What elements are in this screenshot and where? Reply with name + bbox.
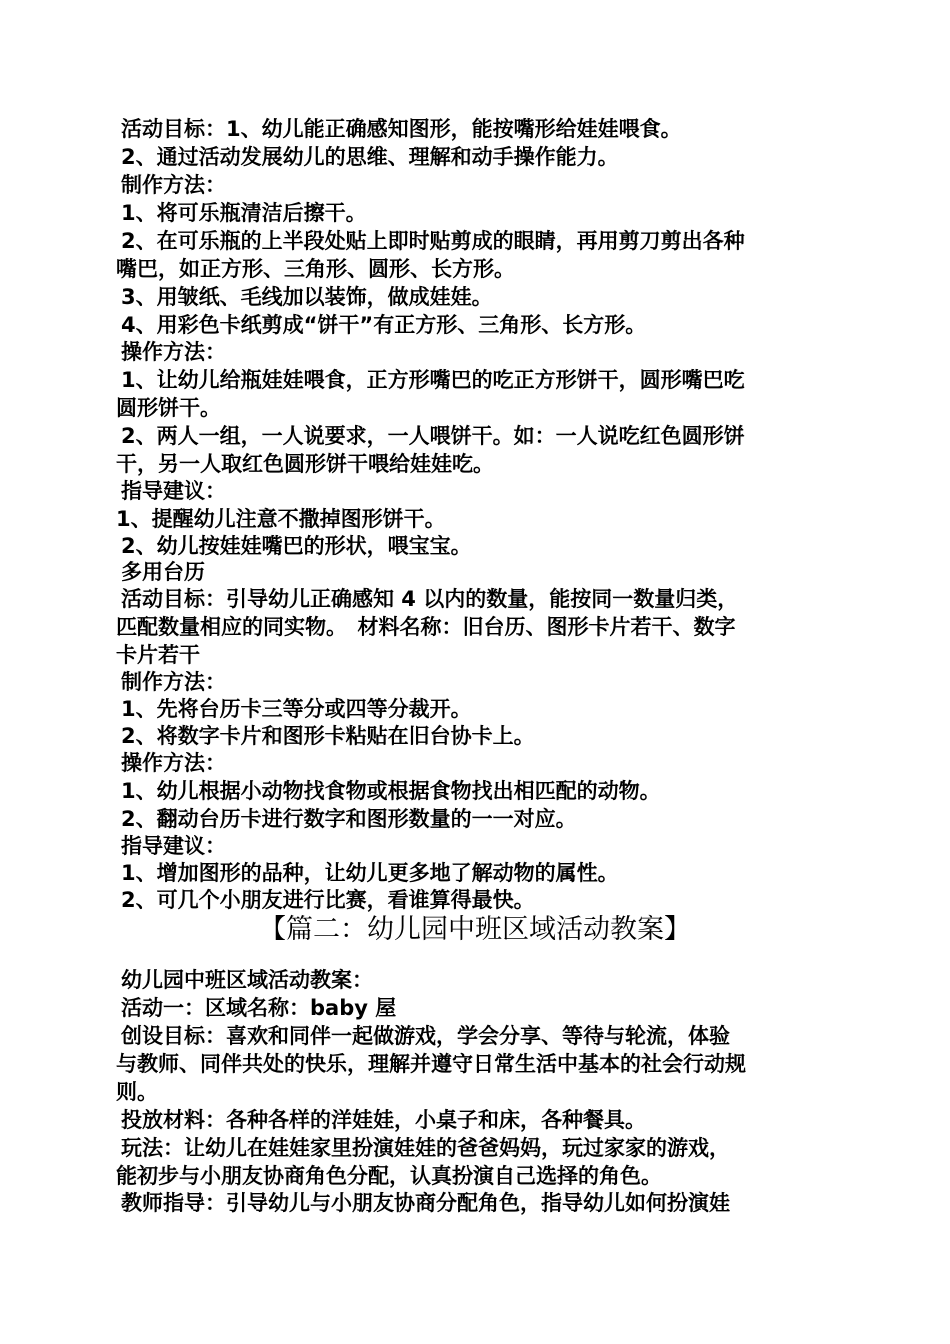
text-line: 2、通过活动发展幼儿的思维、理解和动手操作能力。: [121, 145, 619, 169]
text-line: 2、幼儿按娃娃嘴巴的形状，喂宝宝。: [121, 534, 472, 558]
text-line: 卡片若干: [116, 643, 200, 667]
text-line: 幼儿园中班区域活动教案：: [121, 968, 373, 992]
text-line: 2、两人一组，一人说要求，一人喂饼干。如：一人说吃红色圆形饼: [121, 424, 745, 448]
text-line: 1、让幼儿给瓶娃娃喂食，正方形嘴巴的吃正方形饼干，圆形嘴巴吃: [121, 368, 745, 392]
text-line: 匹配数量相应的同实物。 材料名称：旧台历、图形卡片若干、数字: [116, 615, 736, 639]
text-line: 1、提醒幼儿注意不撒掉图形饼干。: [116, 507, 446, 531]
text-line: 2、在可乐瓶的上半段处贴上即时贴剪成的眼睛，再用剪刀剪出各种: [121, 229, 745, 253]
text-line: 与教师、同伴共处的快乐，理解并遵守日常生活中基本的社会行动规: [116, 1052, 746, 1076]
text-line: 指导建议：: [121, 479, 226, 503]
text-line: 教师指导：引导幼儿与小朋友协商分配角色，指导幼儿如何扮演娃: [121, 1191, 730, 1215]
text-line: 4、用彩色卡纸剪成“饼干”有正方形、三角形、长方形。: [121, 313, 647, 337]
text-line: 投放材料：各种各样的洋娃娃，小桌子和床，各种餐具。: [121, 1108, 646, 1132]
text-line: 3、用皱纸、毛线加以装饰，做成娃娃。: [121, 285, 493, 309]
text-line: 1、将可乐瓶清洁后擦干。: [121, 201, 367, 225]
text-line: 活动目标：引导幼儿正确感知 4 以内的数量，能按同一数量归类，: [121, 587, 739, 611]
text-line: 能初步与小朋友协商角色分配，认真扮演自己选择的角色。: [116, 1164, 662, 1188]
text-line: 2、翻动台历卡进行数字和图形数量的一一对应。: [121, 807, 577, 831]
text-line: 2、将数字卡片和图形卡粘贴在旧台协卡上。: [121, 724, 535, 748]
text-line: 活动目标：1、幼儿能正确感知图形，能按嘴形给娃娃喂食。: [121, 117, 682, 141]
text-line: 1、先将台历卡三等分或四等分裁开。: [121, 697, 472, 721]
text-line: 玩法：让幼儿在娃娃家里扮演娃娃的爸爸妈妈，玩过家家的游戏，: [121, 1136, 730, 1160]
text-line: 操作方法：: [121, 751, 226, 775]
text-line: 2、可几个小朋友进行比赛，看谁算得最快。: [121, 888, 535, 912]
text-line: 创设目标：喜欢和同伴一起做游戏，学会分享、等待与轮流，体验: [121, 1024, 730, 1048]
text-line: 则。: [116, 1080, 158, 1104]
text-line: 1、增加图形的品种，让幼儿更多地了解动物的属性。: [121, 861, 619, 885]
text-line: 干，另一人取红色圆形饼干喂给娃娃吃。: [116, 452, 494, 476]
text-line: 活动一：区域名称：baby 屋: [121, 996, 397, 1020]
text-line: 制作方法：: [121, 173, 226, 197]
text-line: 圆形饼干。: [116, 396, 221, 420]
text-line: 多用台历: [121, 560, 205, 584]
text-line: 操作方法：: [121, 340, 226, 364]
section-heading: 【篇二：幼儿园中班区域活动教案】: [259, 914, 691, 945]
text-line: 制作方法：: [121, 670, 226, 694]
text-line: 指导建议：: [121, 834, 226, 858]
text-line: 1、幼儿根据小动物找食物或根据食物找出相匹配的动物。: [121, 779, 661, 803]
text-line: 嘴巴，如正方形、三角形、圆形、长方形。: [116, 257, 515, 281]
